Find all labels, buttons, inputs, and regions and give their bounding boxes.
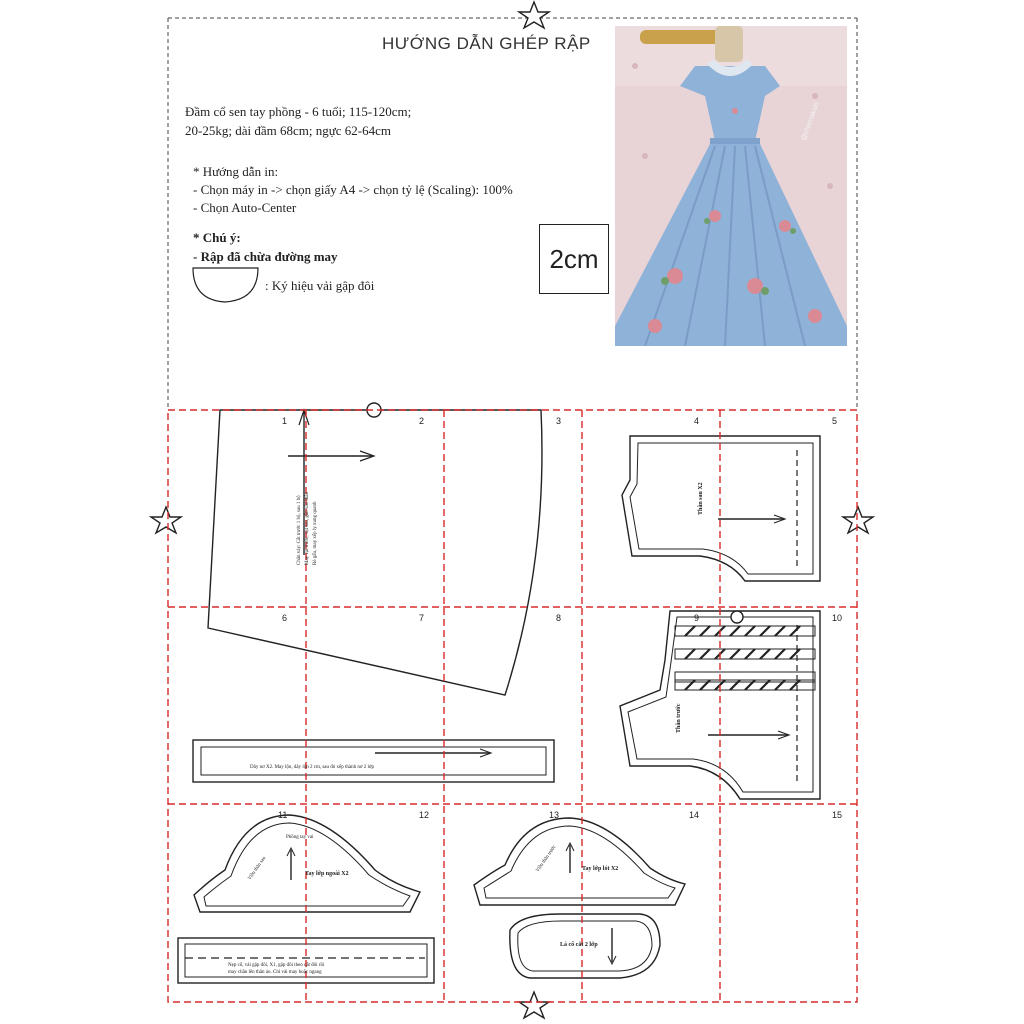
tile-number: 4 [694, 416, 700, 426]
tile-number: 10 [832, 613, 843, 623]
tile-number: 7 [419, 613, 425, 623]
upper-frame [168, 18, 857, 410]
tile-number: 5 [832, 416, 838, 426]
sleeve-outer-top-label: Phồng tay vai [286, 835, 314, 840]
star-right-icon [843, 507, 873, 533]
front-bodice-notch [731, 611, 743, 623]
placket-label-1: Nẹp cổ, vải gập đôi, X1, gập đôi theo cắt đôi rồi [228, 963, 325, 968]
sleeve-outer-label: Tay lớp ngoài X2 [305, 871, 349, 877]
tie-strip-inner [201, 747, 546, 775]
print-guide-step-1: - Chọn máy in -> chọn giấy A4 -> chọn tỷ lệ (Scaling): 100% [193, 182, 513, 197]
print-guide-heading: * Hướng dẫn in: [193, 164, 279, 179]
skirt-label-3: Rẻ gấu, may xếp ly xung quanh [313, 501, 318, 565]
sleeve-lining-inner [484, 826, 675, 898]
back-bodice-piece [622, 436, 820, 581]
star-left-icon [151, 507, 181, 533]
tile-numbers [278, 416, 842, 820]
back-bodice-inner [630, 443, 813, 574]
tie-label: Dây nơ X2. May lộn, dây lộn 2 cm, sau đó xếp thành nơ 2 lớp [250, 765, 375, 770]
tile-number: 2 [419, 416, 425, 426]
tile-number: 8 [556, 613, 562, 623]
sleeve-outer-side-label: Viền thân sau [247, 855, 268, 882]
pleat-bands [675, 626, 815, 690]
sleeve-lining-piece [474, 818, 685, 905]
scale-reference-box: 2cm [539, 224, 609, 294]
skirt-label-1: Chân váy: Cắt trước 1 bộ, sau 1 bộ [297, 495, 302, 565]
front-bodice-label: Thân trước [676, 703, 682, 733]
tile-grid-border [168, 410, 857, 1002]
tie-strip-outer [193, 740, 554, 782]
sleeve-outer-piece [194, 815, 420, 912]
tile-number: 6 [282, 613, 288, 623]
tile-number: 9 [694, 613, 700, 623]
page-title: HƯỚNG DẪN GHÉP RẬP [382, 34, 591, 53]
note-heading: * Chú ý: [193, 230, 241, 245]
tile-number: 15 [832, 810, 843, 820]
star-top-icon [519, 2, 549, 28]
back-bodice-label: Thân sau X2 [698, 482, 704, 515]
tile-number: 14 [689, 810, 700, 820]
tile-number: 3 [556, 416, 562, 426]
tile-grid [168, 410, 857, 1002]
tile-number: 12 [419, 810, 430, 820]
star-bottom-icon [519, 992, 549, 1018]
fold-legend-text: : Ký hiệu vải gập đôi [265, 278, 375, 293]
skirt-panel [208, 410, 542, 695]
front-bodice-piece [620, 611, 820, 799]
collar-label: Lá cổ cắt 2 lớp [560, 942, 598, 948]
placket-label-2: may chần lên thân áo. Chỉ vải may hoặc ngang [228, 970, 322, 975]
description-line-1: Đầm cổ sen tay phồng - 6 tuổi; 115-120cm; [185, 104, 412, 119]
description-line-2: 20-25kg; dài đầm 68cm; ngực 62-64cm [185, 123, 391, 138]
note-text: - Rập đã chừa đường may [193, 249, 338, 264]
photo-watermark: @chamakids [800, 101, 821, 142]
tile-number: 13 [549, 810, 560, 820]
tile-number: 11 [278, 810, 288, 820]
skirt-label-2: May vạt trước, vạt sau, gắn vào thân [305, 492, 310, 565]
sleeve-lining-side-label: Viền thân trước [535, 844, 558, 874]
tile-number: 1 [282, 416, 288, 426]
print-guide-step-2: - Chọn Auto-Center [193, 200, 297, 215]
sleeve-lining-label: Tay lớp lót X2 [582, 866, 619, 872]
fold-symbol-icon [193, 268, 258, 302]
